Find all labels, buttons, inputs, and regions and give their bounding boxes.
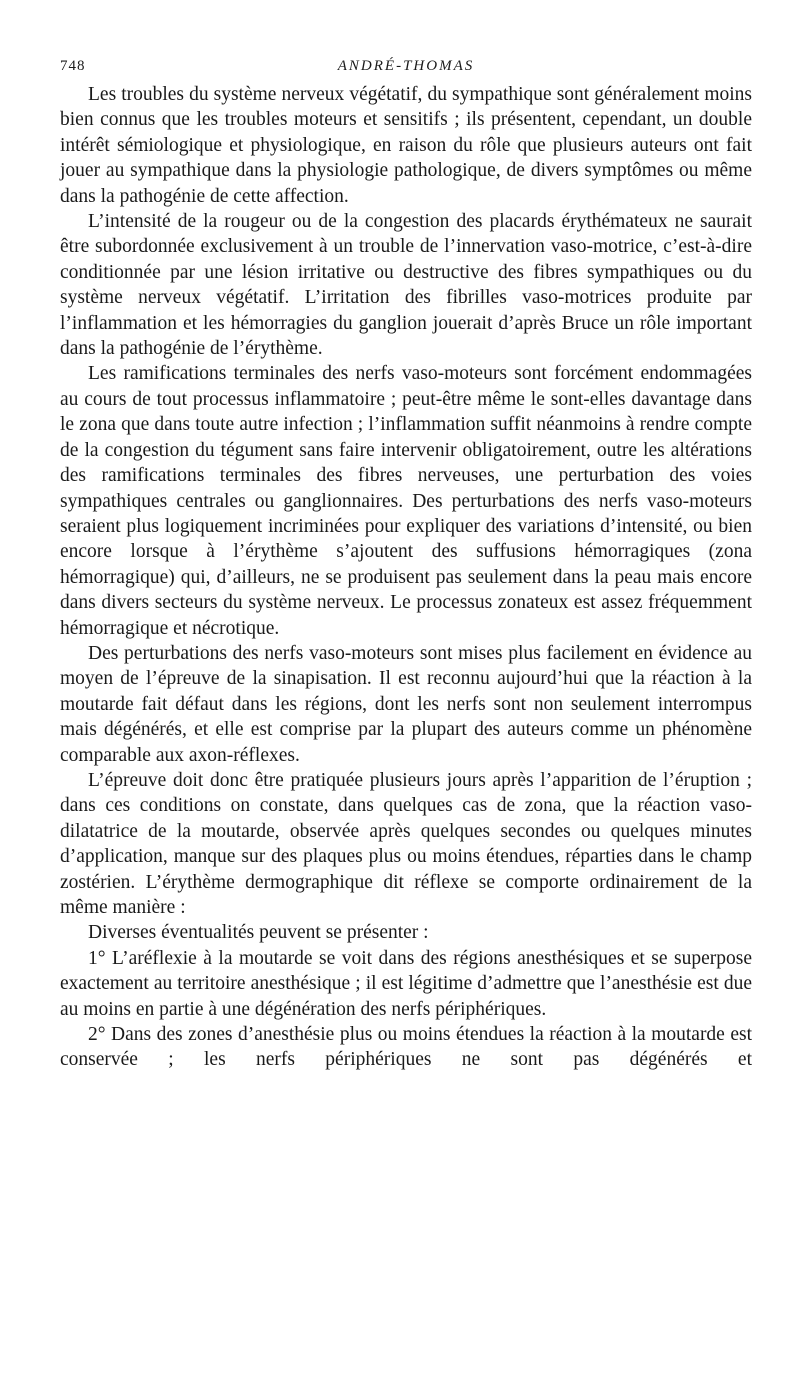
paragraph: 1° L’aréflexie à la moutarde se voit dans des régions anesthésiques et se superpose exactement au territoire anesthésique ; il est légitime d’admettre que l’anesthésie est due au moins en partie à une dégénération des nerfs périphériques.: [60, 947, 752, 1020]
page-number: 748: [60, 58, 86, 74]
paragraph: Diverses éventualités peuvent se présenter :: [88, 922, 429, 944]
running-head: [60, 52, 752, 82]
paragraph: L’épreuve doit donc être pratiquée plusieurs jours après l’apparition de l’éruption ; dans ces conditions on constate, dans quelques cas de zona, que la réaction vaso-dilatatrice de la moutarde, observée après quelques secondes ou quelques minutes d’application, manque sur des plaques plus ou moins étendues, réparties dans le champ zostérien. L’érythème dermographique dit réflexe se comporte ordinairement de la même manière :: [60, 769, 752, 918]
running-title: ANDRÉ-THOMAS: [337, 58, 475, 74]
paragraph: 2° Dans des zones d’anesthésie plus ou moins étendues la réaction à la moutarde est conservée ; les nerfs périphériques ne sont pas dégénérés et: [60, 1024, 752, 1071]
paragraph: Les troubles du système nerveux végétatif, du sympathique sont généralement moins bien connus que les troubles moteurs et sensitifs ; ils présentent, cependant, un double intérêt sémiologique et physiologique, en raison du rôle que plusieurs auteurs ont fait jouer au sympathique dans la physiologie pathologique, de divers symptômes ou même dans la pathogénie de cette affection.: [60, 84, 752, 207]
body-text: [60, 82, 752, 1073]
paragraph: L’intensité de la rougeur ou de la congestion des placards érythémateux ne saurait être subordonnée exclusivement à un trouble de l’innervation vaso-motrice, c’est-à-dire conditionnée par une lésion irritative ou destructive des fibres sympathiques ou du système nerveux végétatif. L’irritation des fibrilles vaso-motrices produite par l’inflammation et les hémorragies du ganglion jouerait d’après Bruce un rôle important dans la pathogénie de l’érythème.: [60, 211, 752, 360]
book-page: [60, 52, 752, 1073]
paragraph: Les ramifications terminales des nerfs vaso-moteurs sont forcément endommagées au cours de tout processus inflammatoire ; peut-être même le sont-elles davantage dans le zona que dans toute autre infection ; l’inflammation suffit néanmoins à rendre compte de la congestion du tégument sans faire intervenir obligatoirement, outre les altérations des ramifications terminales des fibres nerveuses, une perturbation des voies sympathiques centrales ou ganglionnaires. Des perturbations des nerfs vaso-moteurs seraient plus logiquement incriminées pour expliquer des variations d’intensité, ou bien encore lorsque à l’érythème s’ajoutent des suffusions hémorragiques (zona hémorragique) qui, d’ailleurs, ne se produisent pas seulement dans la peau mais encore dans divers secteurs du système nerveux. Le processus zonateux est assez fréquemment hémorragique et nécrotique.: [60, 363, 752, 639]
paragraph: Des perturbations des nerfs vaso-moteurs sont mises plus facilement en évidence au moyen de l’épreuve de la sinapisation. Il est reconnu aujourd’hui que la réaction à la moutarde fait défaut dans les régions, dont les nerfs sont non seulement interrompus mais dégénérés, et elle est comprise par la plupart des auteurs comme un phénomène comparable aux axon-réflexes.: [60, 642, 752, 766]
